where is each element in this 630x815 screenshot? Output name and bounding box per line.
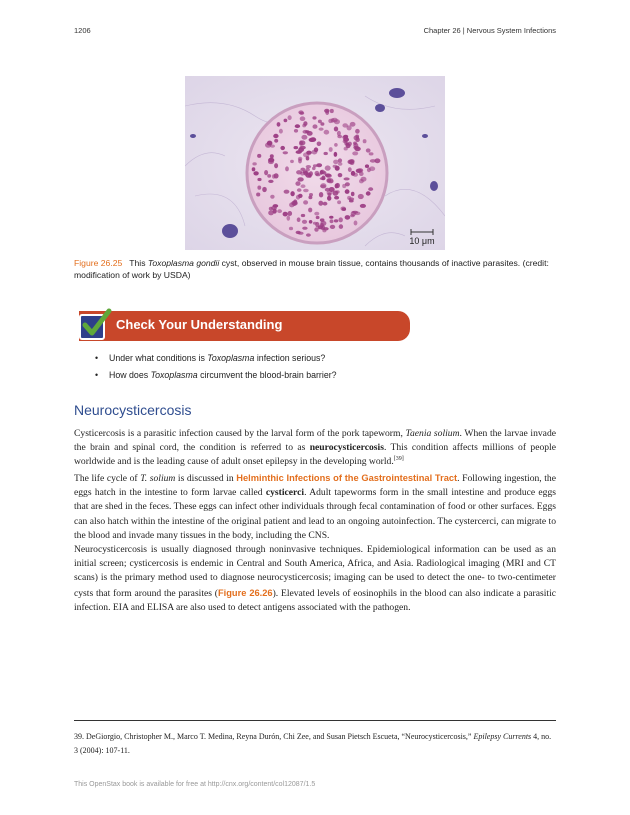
italic-term: Taenia solium [405, 428, 460, 439]
parasite-dot [300, 168, 305, 171]
parasite-dot [299, 112, 304, 115]
parasite-dot [320, 221, 326, 226]
parasite-dot [284, 190, 290, 194]
parasite-dot [309, 220, 313, 224]
section-heading: Neurocysticercosis [74, 402, 192, 418]
parasite-dot [312, 116, 316, 119]
parasite-dot [354, 221, 358, 226]
parasite-dot [358, 194, 364, 199]
text-run: . Following ingestion, the eggs hatch in the intestine to form larvae called [74, 473, 556, 499]
parasite-dot [308, 174, 312, 178]
parasite-dot [333, 191, 339, 196]
parasite-dot [274, 163, 278, 168]
parasite-dot [334, 127, 338, 132]
text-run: . Adult tapeworms form in the small intestine and produce eggs that are shed in the feces. These eggs can infect other individuals through fecal contamination of food or other surfaces. Eggs can also hatch within the intestine of the original patient and lead to an ongoing autoinfection. The cystercerci, can migrate to the blood and invade many tissues in the body, including the CNS. [74, 487, 556, 541]
footnote [74, 730, 556, 758]
parasite-dot [312, 167, 316, 170]
text-run: Cysticercosis is a parasitic infection caused by the larval form of the pork tapeworm, [74, 428, 406, 439]
question-italic: Toxoplasma [150, 370, 198, 380]
parasite-dot [369, 166, 375, 171]
parasite-dot [333, 160, 339, 165]
parasite-dot [280, 146, 285, 150]
parasite-dot [317, 142, 322, 147]
question-text: infection serious? [254, 353, 326, 363]
parasite-dot [319, 192, 323, 197]
parasite-dot [269, 207, 273, 211]
parasite-dot [319, 128, 324, 131]
parasite-dot [262, 187, 267, 192]
parasite-dot [327, 191, 333, 196]
list-item [95, 350, 337, 367]
italic-term: T. solium [140, 473, 176, 484]
parasite-dot [301, 214, 305, 217]
parasite-dot [327, 178, 333, 183]
parasite-dot [369, 152, 374, 155]
question-text: circumvent the blood-brain barrier? [197, 370, 337, 380]
figure-link[interactable]: Figure 26.26 [217, 587, 273, 598]
parasite-dot [351, 192, 355, 196]
parasite-dot [337, 131, 341, 136]
parasite-dot [366, 148, 371, 152]
parasite-dot [368, 187, 373, 191]
parasite-dot [284, 119, 288, 123]
parasite-dot [338, 173, 343, 177]
parasite-dot [337, 200, 341, 204]
parasite-dot [289, 227, 293, 231]
parasite-dot [324, 130, 330, 135]
parasite-dot [338, 162, 342, 165]
parasite-dot [252, 162, 256, 165]
micrograph-image [185, 76, 445, 250]
caption-text-pre: This [129, 258, 148, 268]
parasite-dot [267, 141, 273, 146]
body-paragraph [74, 427, 556, 470]
parasite-dot [252, 167, 256, 171]
parasite-dot [324, 152, 328, 155]
parasite-dot [303, 152, 309, 157]
parasite-dot [345, 189, 350, 194]
parasite-dot [343, 135, 348, 138]
question-italic: Toxoplasma [207, 353, 255, 363]
parasite-dot [320, 122, 324, 126]
parasite-dot [270, 195, 274, 199]
caption-text-post: cyst, observed in mouse brain tissue, contains thousands of inactive parasites. (credit: modification of work by USDA) [74, 258, 549, 280]
text-run: Neurocysticercosis is usually diagnosed through noninvasive techniques. Epidemiological information can be used as an initial screen; cysticercosis is endemic in Central and South America, Africa, and Asia. Radiological imaging (MRI and CT scans) is the primary method used to diagnose neurocysticercosis; imaging can be used to detect the one- to two-centimeter cysts that form around the parasites ( [74, 544, 556, 599]
parasite-dot [277, 122, 281, 127]
parasite-dot [334, 152, 338, 157]
check-understanding-banner [79, 311, 410, 341]
parasite-dot [315, 171, 320, 176]
parasite-dot [297, 188, 302, 192]
parasite-dot [330, 225, 335, 229]
parasite-dot [270, 154, 274, 158]
parasite-dot [334, 119, 340, 124]
parasite-dot [352, 151, 358, 155]
parasite-dot [309, 138, 315, 142]
parasite-dot [323, 227, 329, 230]
parasite-dot [350, 214, 355, 217]
parasite-dot [318, 201, 323, 206]
parasite-dot [279, 129, 283, 134]
parasite-dot [277, 209, 282, 213]
list-item [95, 367, 337, 384]
parasite-dot [302, 124, 306, 128]
parasite-dot [290, 160, 294, 163]
parasite-dot [365, 164, 369, 168]
scale-bar-label: 10 μm [409, 236, 435, 246]
parasite-dot [339, 217, 343, 222]
parasite-dot [326, 174, 332, 178]
parasite-dot [348, 167, 352, 172]
parasite-dot [360, 204, 366, 208]
parasite-dot [274, 139, 278, 143]
text-run: 39. DeGiorgio, Christopher M., Marco T. Medina, Reyna Durón, Chi Zee, and Susan Pietsch Escueta, “Neurocysticercosis,” [74, 732, 474, 741]
parasite-dot [316, 163, 322, 167]
checkmark-icon [77, 307, 113, 343]
parasite-dot [349, 159, 355, 163]
parasite-dot [283, 212, 288, 217]
parasite-dot [315, 222, 319, 227]
parasite-dot [329, 216, 333, 219]
parasite-dot [300, 140, 306, 145]
parasite-dot [289, 202, 294, 207]
question-text: How does [109, 370, 151, 380]
check-title: Check Your Understanding [116, 317, 283, 332]
parasite-dot [320, 185, 326, 188]
text-run: . When the larvae invade the brain and spinal cord, the condition is referred to as [74, 428, 556, 454]
text-run: 4, no. 3 (2004): 107-11. [74, 732, 552, 755]
parasite-dot [268, 180, 273, 183]
parasite-dot [335, 166, 340, 171]
parasite-dot [253, 171, 258, 175]
parasite-dot [268, 158, 274, 163]
parasite-dot [334, 143, 338, 147]
body-paragraph [74, 471, 556, 543]
parasite-dot [294, 129, 298, 133]
parasite-dot [312, 150, 318, 155]
parasite-dot [308, 208, 312, 213]
chapter-title: Chapter 26 | Nervous System Infections [423, 26, 556, 35]
parasite-dot [327, 196, 331, 201]
text-run: ). Elevated levels of eosinophils in the blood can also indicate a parasitic infection. EIA and ELISA are also used to detect antigens associated with the pathogen. [74, 587, 557, 613]
parasite-dot [287, 216, 291, 221]
parasite-dot [273, 134, 278, 138]
parasite-dot [355, 129, 360, 134]
parasite-dot [257, 178, 261, 181]
parasite-dot [366, 191, 371, 195]
footer-note: This OpenStax book is available for free at http://cnx.org/content/col12087/1.5 [74, 781, 316, 788]
parasite-dot [330, 109, 334, 113]
parasite-dot [298, 232, 304, 235]
parasite-dot [339, 224, 343, 229]
parasite-dot [285, 166, 289, 171]
parasite-dot [300, 116, 306, 121]
parasite-dot [305, 130, 309, 133]
key-term: cysticerci [265, 487, 305, 499]
parasite-dot [344, 147, 348, 151]
parasite-dot [295, 124, 300, 128]
figure-caption [74, 258, 556, 281]
text-run: The life cycle of [74, 473, 141, 484]
parasite-dot [314, 212, 319, 216]
parasite-dot [264, 170, 268, 175]
journal-title: Epilepsy Currents [473, 732, 532, 741]
parasite-dot [350, 122, 356, 127]
parasite-dot [342, 184, 346, 188]
figure-label: Figure 26.25 [74, 258, 123, 268]
parasite-dot [329, 147, 333, 152]
parasite-dot [313, 124, 318, 128]
parasite-dot [290, 191, 294, 196]
parasite-dot [351, 171, 355, 176]
parasite-dot [321, 176, 325, 181]
parasite-dot [295, 181, 300, 186]
parasite-dot [306, 165, 311, 168]
parasite-dot [359, 179, 364, 183]
parasite-dot [323, 202, 328, 206]
parasite-dot [297, 177, 303, 181]
parasite-dot [342, 123, 348, 127]
parasite-dot [256, 193, 260, 197]
parasite-dot [335, 184, 339, 189]
parasite-dot [302, 220, 307, 224]
parasite-dot [354, 135, 360, 140]
parasite-dot [257, 186, 261, 190]
page-number: 1206 [74, 26, 91, 35]
parasite-dot [345, 215, 351, 220]
review-questions [95, 350, 337, 384]
parasite-dot [301, 135, 307, 140]
text-run: is discussed in [175, 473, 237, 484]
key-term: neurocysticercosis [309, 442, 384, 454]
parasite-dot [342, 208, 346, 211]
parasite-dot [302, 227, 307, 230]
parasite-dot [298, 194, 303, 198]
parasite-dot [334, 219, 338, 222]
section-link[interactable]: Helminthic Infections of the Gastrointestinal Tract [236, 473, 458, 483]
footnote-divider [74, 720, 556, 721]
parasite-dot [288, 115, 292, 120]
parasite-dot [299, 146, 305, 150]
text-run: . This condition affects millions of people worldwide and is the leading cause of adult onset epilepsy in the developing world. [74, 442, 556, 468]
parasite-dot [363, 139, 367, 143]
parasite-dot [348, 197, 354, 200]
parasite-dot [296, 150, 302, 154]
parasite-dot [301, 184, 306, 188]
parasite-dot [298, 159, 302, 164]
parasite-dot [331, 118, 335, 123]
parasite-dot [320, 170, 325, 174]
parasite-dot [344, 177, 350, 180]
parasite-dot [272, 209, 276, 214]
body-paragraph [74, 543, 556, 615]
parasite-dot [257, 154, 261, 158]
parasite-dot [325, 165, 331, 170]
parasite-dot [353, 146, 359, 150]
parasite-dot [343, 140, 348, 143]
question-text: Under what conditions is [109, 353, 208, 363]
parasite-dot [334, 196, 339, 200]
parasite-dot [267, 174, 271, 178]
parasite-dot [306, 233, 311, 236]
parasite-dot [297, 217, 301, 222]
parasite-dot [330, 219, 334, 223]
parasite-dot [308, 196, 312, 200]
caption-species: Toxoplasma gondii [147, 258, 220, 268]
parasite-dot [316, 216, 320, 219]
scale-bar [409, 229, 434, 246]
parasite-dot [274, 173, 279, 178]
parasite-dot [294, 146, 299, 149]
footnote-ref[interactable]: [39] [393, 456, 404, 463]
parasite-dot [359, 172, 364, 176]
parasite-dot [303, 200, 308, 204]
parasite-dot [283, 151, 288, 154]
parasite-dot [325, 110, 329, 115]
parasite-dot [370, 159, 376, 163]
parasite-dot [303, 189, 309, 192]
parasite-dot [288, 211, 293, 216]
